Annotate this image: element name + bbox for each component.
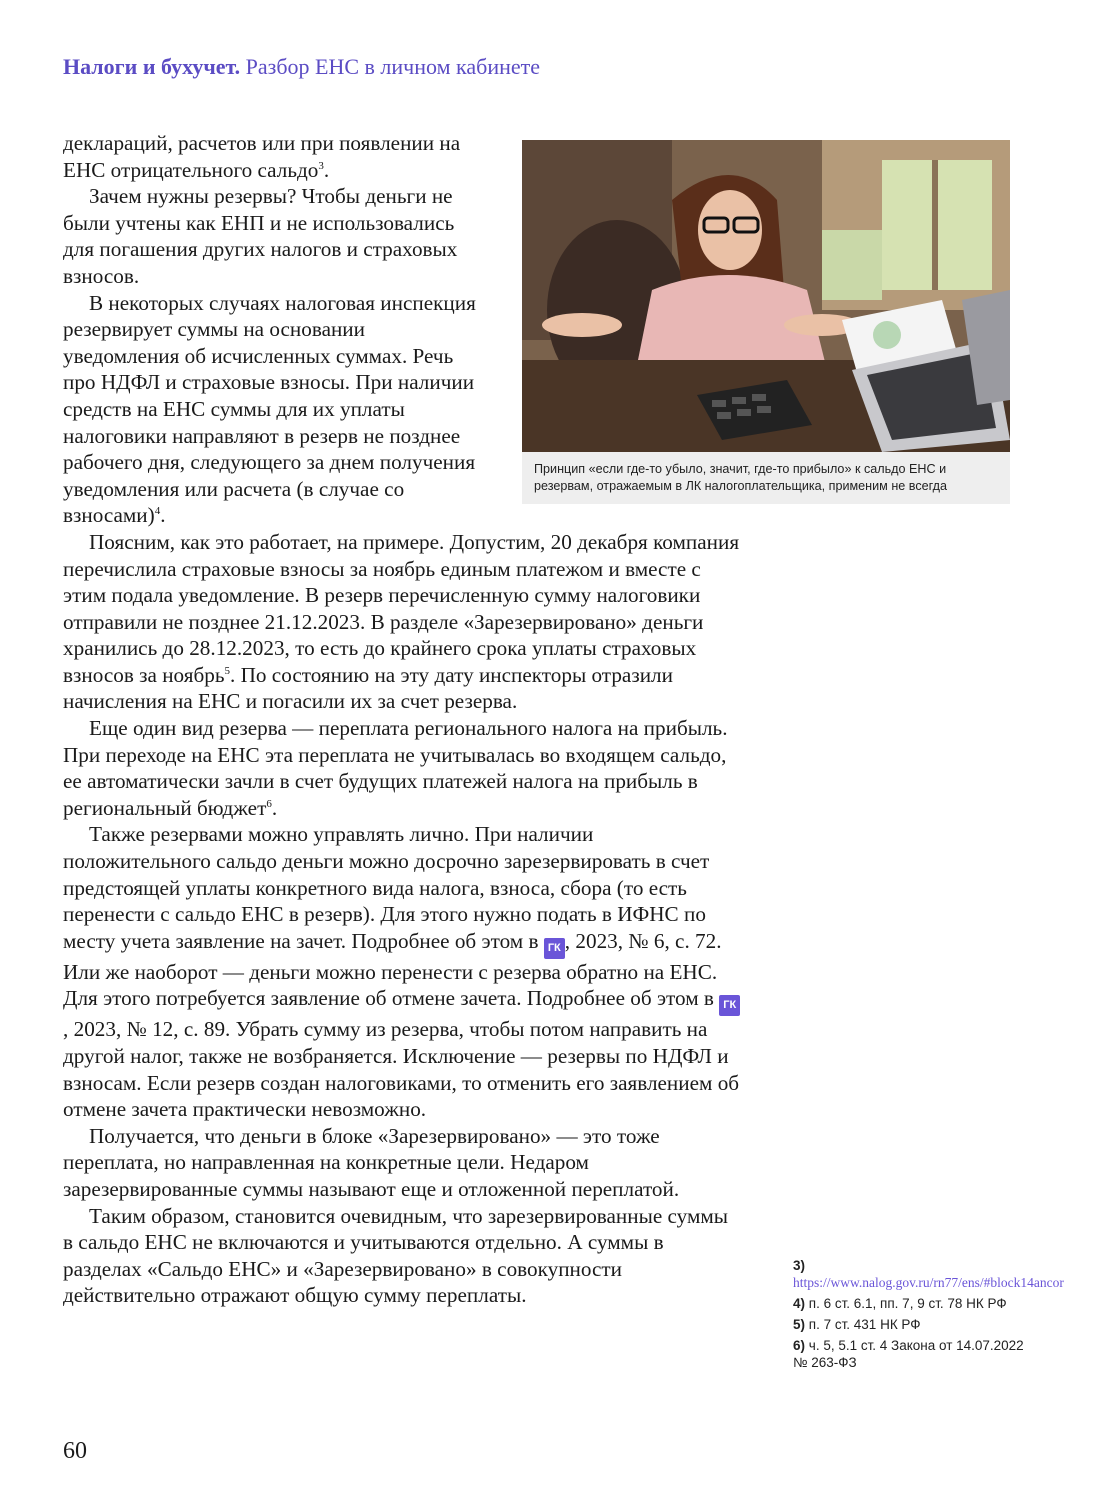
article-title: Разбор ЕНС в личном кабинете bbox=[245, 54, 541, 79]
article-body bbox=[63, 130, 741, 1309]
paragraph-1: деклараций, расчетов или при появлении на ЕНС отрицательного сальдо$^3$. bbox=[63, 131, 461, 182]
paragraph-7: Получается, что деньги в блоке «Зарезервировано» — это тоже переплата, но направленная на конкретные цели. Недаром зарезервированные суммы называют еще и отложенной переплатой. bbox=[63, 1123, 680, 1201]
paragraph-6: Также резервами можно управлять лично. При наличии положительного сальдо деньги можно досрочно зарезервировать в счет предстоящей уплаты конкретного вида налога, взноса, сбора (то есть перенести с сальдо ЕНС в резерв). Для этого нужно подать в ИФНС по месту учета заявление на зачет. Подробнее об этом в ГК , 2023, № 6, с. 72. Или же наоборот — деньги можно перенести с резерва обратно на ЕНС. Для этого потребуется заявление об отмене зачета. Подробнее об этом в ГК, 2023, № 12, с. 89. Убрать сумму из резерва, чтобы потом направить на другой налог, также не возбраняется. Исключение — резервы по НДФЛ и взносам. Если резерв создан налоговиками, то отменить его заявлением об отмене зачета практически невозможно. bbox=[63, 822, 740, 1122]
footnotes bbox=[793, 1257, 1064, 1375]
footnote-ref-5[interactable]: 5 bbox=[224, 664, 231, 677]
footnote-ref-6[interactable]: 6 bbox=[266, 797, 272, 810]
paragraph-8: Таким образом, становится очевидным, что зарезервированные суммы в сальдо ЕНС не включаются и учитываются отдельно. А суммы в разделах «Сальдо ЕНС» и «Зарезервировано» в совокупности действительно отражают общую сумму переплаты. bbox=[63, 1203, 729, 1308]
page-number: 60 bbox=[63, 1438, 87, 1464]
footnote-6: 6) ч. 5, 5.1 ст. 4 Закона от 14.07.2022 № 263-ФЗ bbox=[793, 1338, 1024, 1370]
paragraph-3: В некоторых случаях налоговая инспекция резервирует суммы на основании уведомления об исчисленных суммах. Речь про НДФЛ и страховые взносы. При наличии средств на ЕНС суммы для их уплаты налоговики направляют в резерв не позднее рабочего дня, следующего за днем получения уведомления или расчета (в случае со взносами)$^4$. bbox=[63, 290, 476, 528]
footnote-link[interactable]: https://www.nalog.gov.ru/rn77/ens/#block14ancor bbox=[793, 1275, 1064, 1290]
section-name: Налоги и бухучет. bbox=[63, 54, 241, 79]
paragraph-5: Еще один вид резерва — переплата регионального налога на прибыль. При переходе на ЕНС эта переплата не учитывалась во входящем сальдо, ее автоматически зачли в счет будущих платежей налога на прибыль в региональный бюджет$^6$. bbox=[63, 716, 728, 820]
footnote-ref-4[interactable]: 4 bbox=[154, 505, 161, 518]
paragraph-4: Поясним, как это работает, на примере. Допустим, 20 декабря компания перечислила страховые взносы за ноябрь единым платежом и вместе с этим подала уведомление. В резерв перечисленную сумму налоговики отправили не позднее 21.12.2023. В разделе «Зарезервировано» деньги хранились до 28.12.2023, то есть до крайнего срока уплаты страховых взносов за ноябрь$^5$. По состоянию на эту дату инспекторы отразили начисления на ЕНС и погасили их за счет резерва. bbox=[63, 529, 740, 714]
footnote-ref-3[interactable]: 3 bbox=[318, 159, 324, 172]
footnote-5: 5) п. 7 ст. 431 НК РФ bbox=[793, 1317, 921, 1332]
photo-caption: Принцип «если где-то убыло, значит, где-то прибыло» к сальдо ЕНС и резервам, отражаемым в ЛК налогоплательщика, применим не всегда bbox=[522, 452, 1010, 504]
footnote-4: 4) п. 6 ст. 6.1, пп. 7, 9 ст. 78 НК РФ bbox=[793, 1296, 1007, 1311]
gk-journal-icon[interactable]: ГК bbox=[544, 938, 565, 959]
running-header bbox=[63, 54, 540, 80]
footnote-3: 3) https://www.nalog.gov.ru/rn77/ens/#block14ancor bbox=[793, 1258, 1064, 1290]
gk-journal-icon[interactable]: ГК bbox=[719, 995, 740, 1016]
paragraph-2: Зачем нужны резервы? Чтобы деньги не были учтены как ЕНП и не использовались для погашения других налогов и страховых взносов. bbox=[63, 184, 458, 288]
